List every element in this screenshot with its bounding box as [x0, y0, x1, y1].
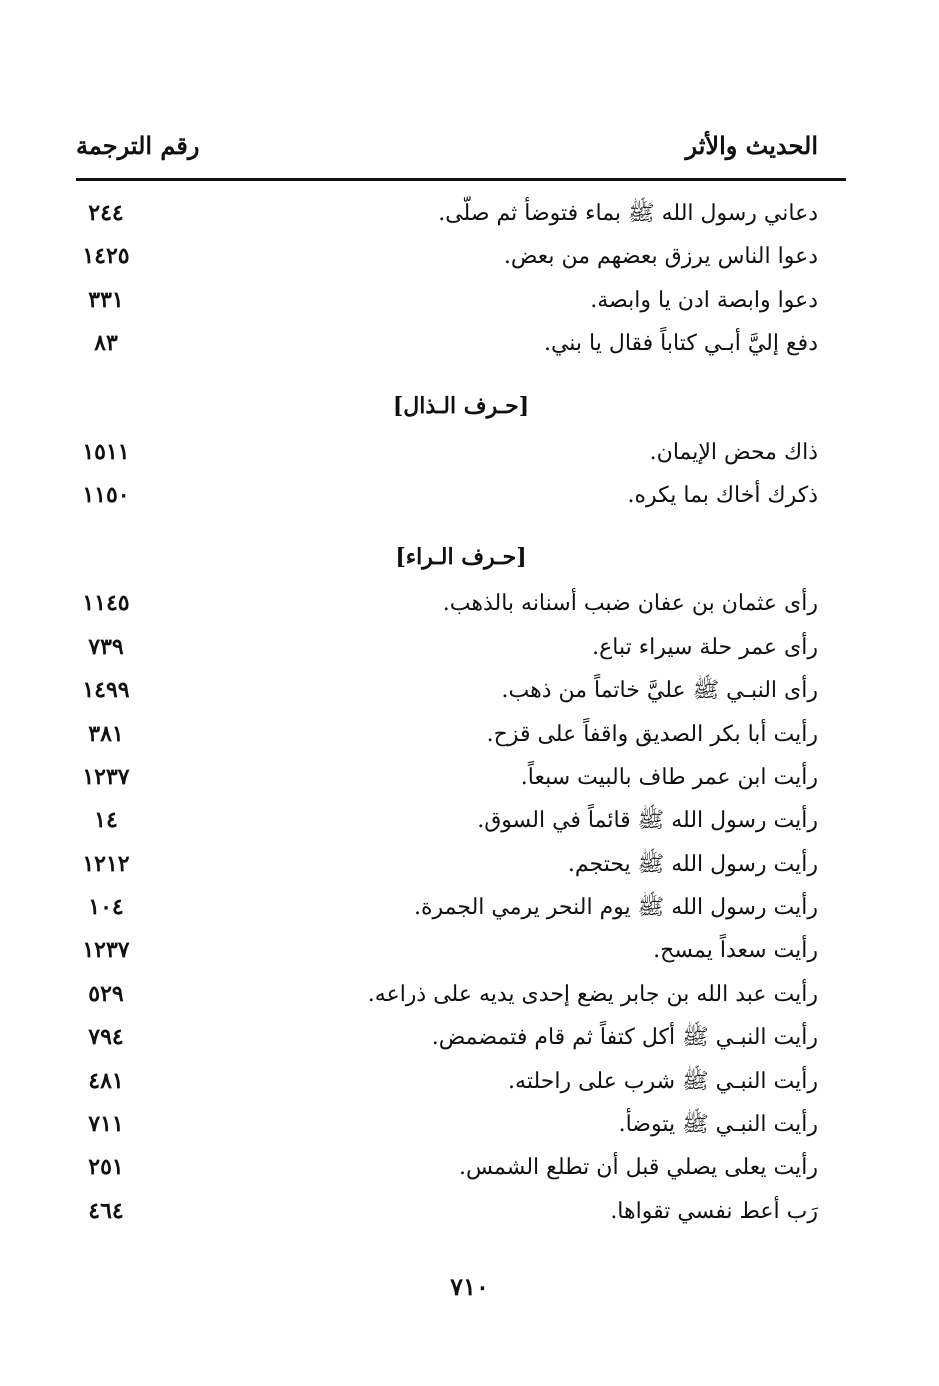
entry-text: رأيت النبـي ﷺ يتوضأ.: [618, 1112, 818, 1138]
entry-number: ١٢١٢: [82, 850, 130, 877]
entry-number: ٧٣٩: [88, 633, 124, 660]
index-entries: [76, 192, 846, 1233]
index-entry: [76, 192, 846, 235]
entry-text: رأيت النبـي ﷺ شرب على راحلته.: [508, 1068, 818, 1094]
entry-number: ٣٣١: [88, 286, 124, 313]
entry-text: ذاك محض الإيمان.: [649, 439, 818, 465]
section-heading-ra: [76, 517, 846, 582]
entry-text: رأيت عبد الله بن جابر يضع إحدى يديه على ذراعه.: [367, 981, 818, 1007]
index-entry: [76, 1146, 846, 1189]
entry-text: رأيت رسول الله ﷺ يوم النحر يرمي الجمرة.: [414, 895, 818, 921]
index-entry: [76, 799, 846, 842]
index-entry: [76, 669, 846, 712]
entry-number: ٢٤٤: [88, 200, 124, 226]
index-entry: [76, 756, 846, 799]
entry-text: ذكرك أخاك بما يكره.: [627, 482, 818, 508]
section-heading-dhal: [76, 366, 846, 431]
entry-text: رأيت أبا بكر الصديق واقفاً على قزح.: [486, 721, 818, 747]
entry-text: رأيت يعلى يصلي قبل أن تطلع الشمس.: [458, 1155, 818, 1181]
index-entry: [76, 1016, 846, 1059]
index-entry: [76, 886, 846, 929]
entry-number: ١٤٩٩: [82, 677, 130, 704]
entry-text: دعوا وابصة ادن يا وابصة.: [590, 287, 818, 313]
entry-number: ٨٣: [94, 330, 118, 357]
section-heading-text: [حـرف الـراء]: [395, 544, 527, 571]
entry-number: ١٤٢٥: [82, 243, 130, 270]
entry-text: رأيت سعداً يمسح.: [653, 938, 818, 964]
entry-text: دعاني رسول الله ﷺ بماء فتوضأ ثم صلّى.: [438, 201, 818, 226]
entry-number: ١٠٤: [88, 894, 124, 921]
entry-text: رأيت رسول الله ﷺ قائماً في السوق.: [477, 808, 818, 834]
entry-number: ٥٢٩: [88, 980, 124, 1007]
index-entry: [76, 322, 846, 365]
entry-text: رأى النبـي ﷺ عليَّ خاتماً من ذهب.: [501, 678, 818, 704]
index-entry: [76, 1103, 846, 1146]
entry-text: رأيت النبـي ﷺ أكل كتفاً ثم قام فتمضمض.: [431, 1025, 818, 1051]
entry-number: ١٢٣٧: [82, 763, 130, 790]
entry-text: دعوا الناس يرزق بعضهم من بعض.: [503, 244, 818, 270]
entry-text: رأيت ابن عمر طاف بالبيت سبعاً.: [520, 764, 818, 790]
entry-number: ١١٤٥: [82, 590, 130, 617]
entry-text: دفع إليَّ أبـي كتاباً فقال يا بني.: [543, 331, 818, 357]
index-entry: [76, 474, 846, 517]
entry-number: ١٥١١: [82, 438, 130, 465]
entry-text: رأى عثمان بن عفان ضبب أسنانه بالذهب.: [442, 591, 818, 617]
header-rule: [76, 178, 846, 181]
index-entry: [76, 929, 846, 972]
entry-number: ١٢٣٧: [82, 937, 130, 964]
index-entry: [76, 973, 846, 1016]
index-entry: [76, 626, 846, 669]
index-entry: [76, 431, 846, 474]
header-column-label: رقم الترجمة: [76, 131, 200, 160]
index-entry: [76, 235, 846, 278]
entry-number: ٢٥١: [88, 1154, 124, 1181]
page-header: [76, 128, 846, 168]
index-entry: [76, 713, 846, 756]
entry-number: ١٤: [94, 807, 118, 834]
header-title: الحديث والأثر: [685, 131, 818, 160]
index-entry: [76, 843, 846, 886]
index-entry: [76, 1060, 846, 1103]
entry-number: ٤٦٤: [88, 1197, 124, 1224]
entry-number: ٧١١: [88, 1111, 124, 1138]
index-entry: [76, 1190, 846, 1233]
entry-text: رَب أعط نفسي تقواها.: [610, 1198, 818, 1224]
entry-number: ٣٨١: [88, 720, 124, 747]
entry-text: رأيت رسول الله ﷺ يحتجم.: [567, 851, 818, 877]
entry-text: رأى عمر حلة سيراء تباع.: [592, 634, 818, 660]
entry-number: ١١٥٠: [82, 481, 130, 508]
page-number: ٧١٠: [450, 1272, 489, 1301]
entry-number: ٤٨١: [88, 1067, 124, 1094]
section-heading-text: [حـرف الـذال]: [392, 392, 530, 419]
index-entry: [76, 582, 846, 625]
index-entry: [76, 279, 846, 322]
entry-number: ٧٩٤: [88, 1024, 124, 1051]
